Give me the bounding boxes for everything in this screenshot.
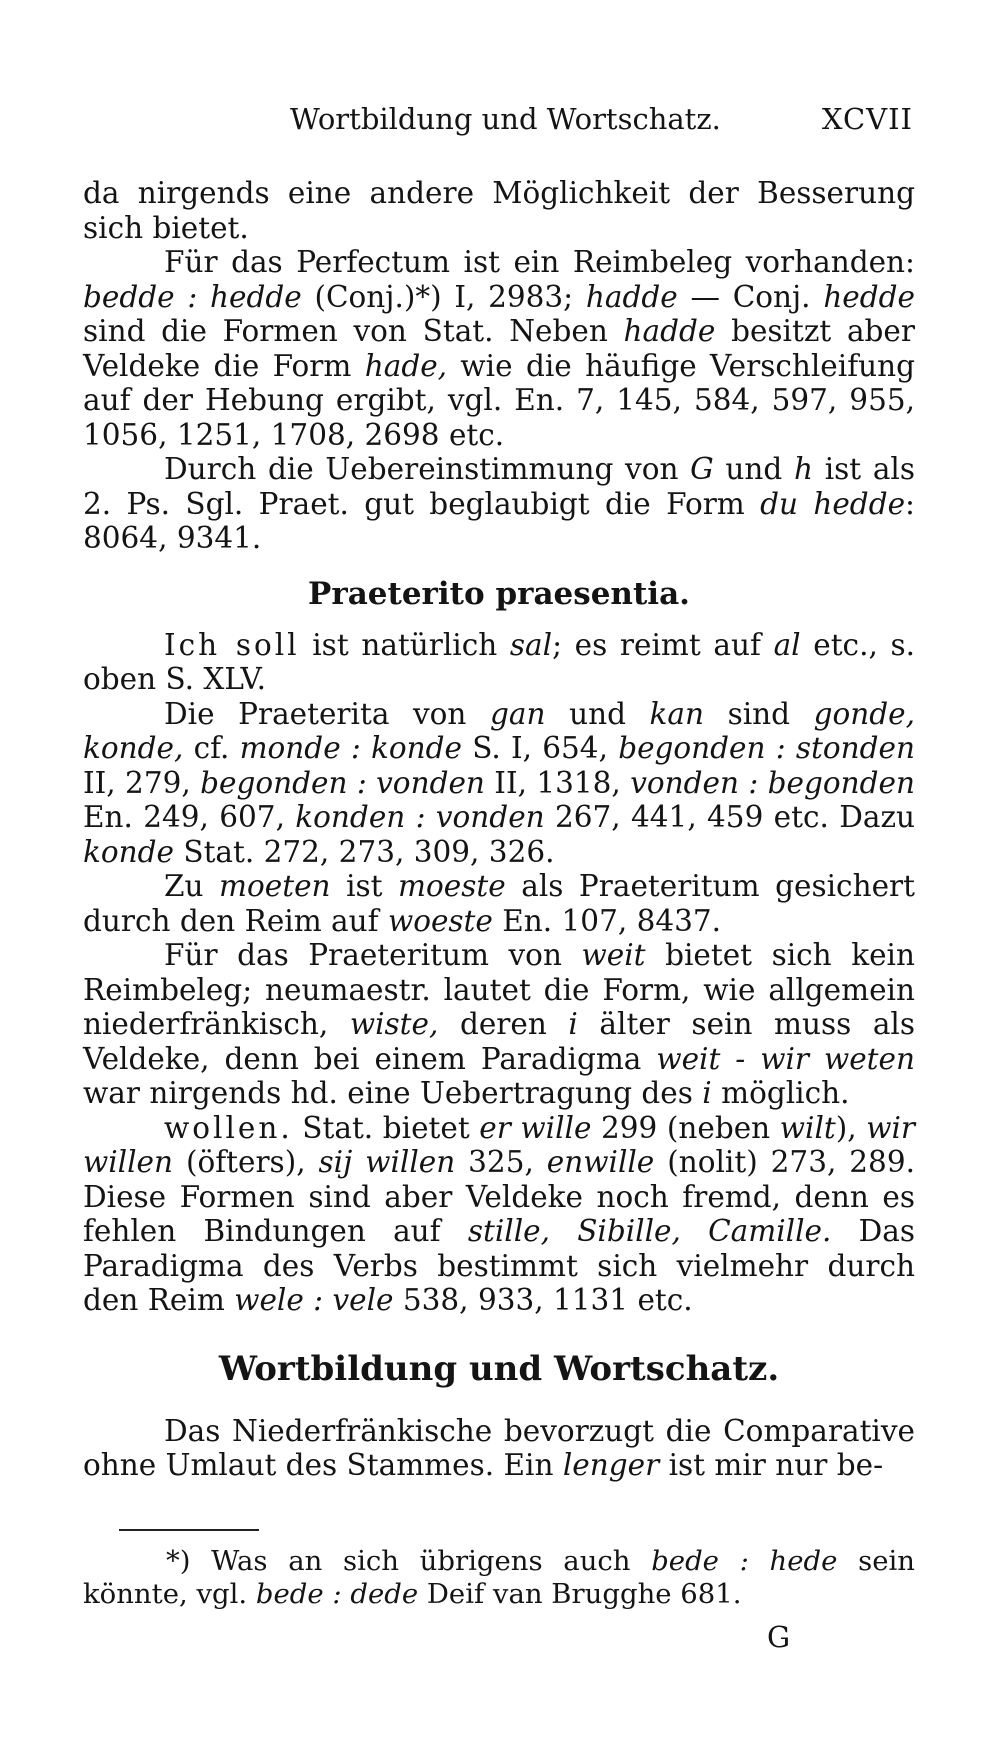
footnote-text: *) Was an sich übrigens auch bede : hede sein könnte, vgl. bede : dede Deif van Brugghe 681. bbox=[83, 1545, 915, 1610]
section-heading-praeterito-praesentia: Praeterito praesentia. bbox=[308, 575, 690, 612]
paragraph: Die Praeterita von gan und kan sind gonde, konde, cf. monde : konde S. I, 654, begonden : stonden II, 279, begonden : vonden II, 1318, vonden : begonden En. 249, 607, konden : vonden 267, 441, 459 etc. Dazu konde Stat. 272, 273, 309, 326. bbox=[83, 696, 915, 869]
paragraph: Ich soll ist natürlich sal; es reimt auf al etc., s. oben S. XLV. bbox=[83, 627, 915, 696]
paragraph: wollen. Stat. bietet er wille 299 (neben wilt), wir willen (öfters), sij willen 325, enwille (nolit) 273, 289. Diese Formen sind aber Veldeke noch fremd, denn es fehlen Bindungen auf stille, Sibille, Camille. Das Paradigma des Verbs bestimmt sich vielmehr durch den Reim wele : vele 538, 933, 1131 etc. bbox=[83, 1110, 916, 1317]
section-heading-wortbildung: Wortbildung und Wortschatz. bbox=[218, 1348, 780, 1389]
running-header bbox=[83, 102, 915, 142]
header-title: Wortbildung und Wortschatz. bbox=[290, 102, 721, 136]
footnote-rule bbox=[119, 1529, 259, 1531]
page-number: XCVII bbox=[821, 102, 913, 136]
footnote bbox=[83, 1545, 915, 1611]
main-text bbox=[83, 176, 915, 1483]
paragraph: Durch die Uebereinstimmung von G und h ist als 2. Ps. Sgl. Praet. gut beglaubigt die Form du hedde: 8064, 9341. bbox=[83, 452, 915, 555]
paragraph: Für das Praeteritum von weit bietet sich kein Reimbeleg; neumaestr. lautet die Form, wie allgemein niederfränkisch, wiste, deren i älter sein muss als Veldeke, denn bei einem Paradigma weit - wir weten war nirgends hd. eine Uebertragung des i möglich. bbox=[83, 938, 916, 1110]
paragraph: Zu moeten ist moeste als Praeteritum gesichert durch den Reim auf woeste En. 107, 8437. bbox=[83, 869, 915, 938]
paragraph: Für das Perfectum ist ein Reimbeleg vorhanden: bedde : hedde (Conj.)*) I, 2983; hadde — Conj. hedde sind die Formen von Stat. Neben hadde besitzt aber Veldeke die Form hade, wie die häufige Verschleifung auf der Hebung ergibt, vgl. En. 7, 145, 584, 597, 955, 1056, 1251, 1708, 2698 etc. bbox=[83, 245, 916, 452]
paragraph: da nirgends eine andere Möglichkeit der Besserung sich bietet. bbox=[83, 176, 915, 245]
paragraph: Das Niederfränkische bevorzugt die Comparative ohne Umlaut des Stammes. Ein lenger ist mir nur be- bbox=[83, 1413, 915, 1482]
signature-mark: G bbox=[767, 1620, 791, 1654]
